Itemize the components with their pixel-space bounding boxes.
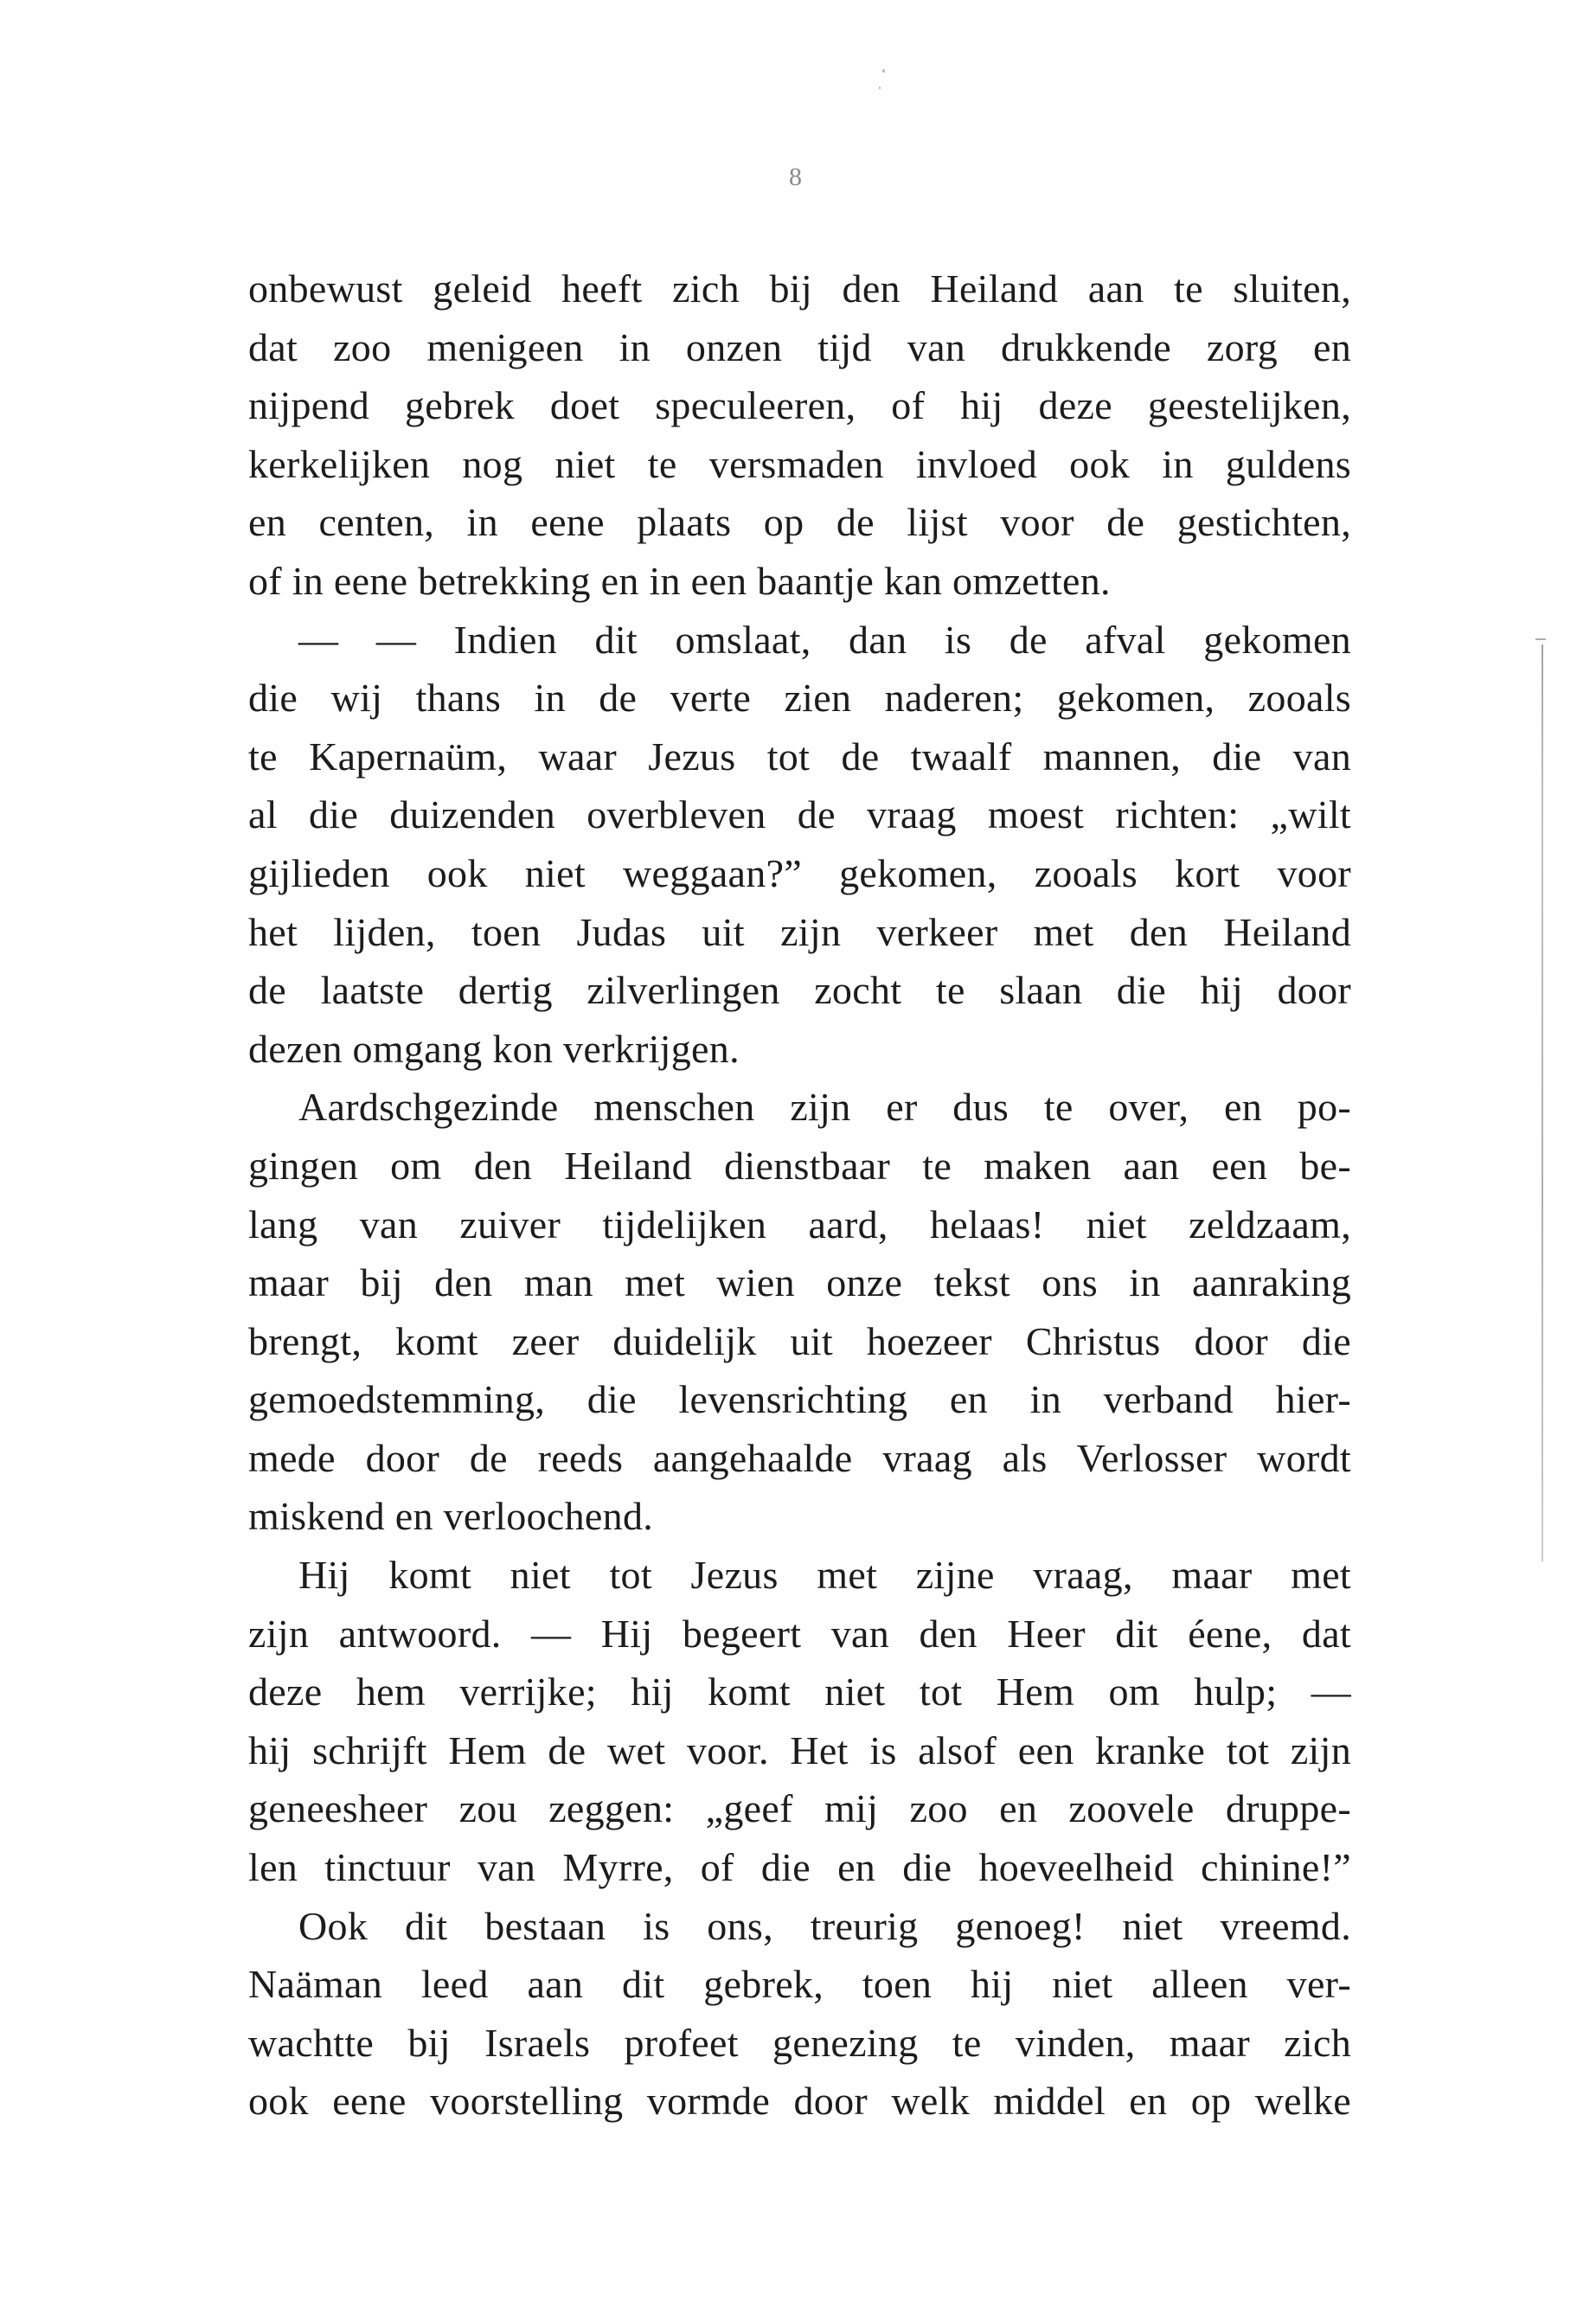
text-line: die wij thans in de verte zien naderen; gekomen, zooals <box>248 676 1351 721</box>
paper-speck <box>879 87 881 89</box>
text-line: hij schrijft Hem de wet voor. Het is alsof een kranke tot zijn <box>248 1727 1351 1772</box>
text-line: gemoedstemming, die levensrichting en in verband hier- <box>248 1377 1351 1422</box>
text-line: Aardschgezinde menschen zijn er dus te over, en po- <box>298 1085 1351 1130</box>
paper-speck <box>882 69 885 73</box>
text-line: miskend en verloochend. <box>248 1494 654 1539</box>
text-line: len tinctuur van Myrre, of die en die hoeveelheid chinine!” <box>248 1845 1351 1890</box>
text-line: maar bij den man met wien onze tekst ons in aanraking <box>248 1260 1351 1305</box>
text-line: mede door de reeds aangehaalde vraag als Verlosser wordt <box>248 1435 1351 1480</box>
text-line: Ook dit bestaan is ons, treurig genoeg! niet vreemd. <box>298 1903 1351 1948</box>
text-line: geneesheer zou zeggen: „geef mij zoo en zoovele druppe- <box>248 1786 1351 1831</box>
text-line: Naäman leed aan dit gebrek, toen hij niet alleen ver- <box>248 1962 1351 2007</box>
text-line: en centen, in eene plaats op de lijst voor de gestichten, <box>248 500 1351 545</box>
text-line: de laatste dertig zilverlingen zocht te slaan die hij door <box>248 968 1351 1013</box>
text-line: ook eene voorstelling vormde door welk middel en op welke <box>248 2079 1351 2124</box>
text-line: al die duizenden overbleven de vraag moest richten: „wilt <box>248 792 1351 837</box>
text-line: dat zoo menigeen in onzen tijd van drukkende zorg en <box>248 324 1351 369</box>
text-line: dezen omgang kon verkrijgen. <box>248 1026 740 1071</box>
text-line: gingen om den Heiland dienstbaar te maken aan een be- <box>248 1143 1351 1188</box>
margin-tick <box>1535 638 1546 640</box>
text-line: onbewust geleid heeft zich bij den Heiland aan te sluiten, <box>248 266 1351 311</box>
text-line: kerkelijken nog niet te versmaden invloed ook in guldens <box>248 441 1351 486</box>
text-line: brengt, komt zeer duidelijk uit hoezeer Christus door die <box>248 1318 1351 1363</box>
text-line: nijpend gebrek doet speculeeren, of hij deze geestelijken, <box>248 383 1351 428</box>
text-line: of in eene betrekking en in een baantje kan omzetten. <box>248 558 1111 603</box>
text-line: deze hem verrijke; hij komt niet tot Hem om hulp; — <box>248 1670 1351 1715</box>
text-line: zijn antwoord. — Hij begeert van den Heer dit éene, dat <box>248 1611 1351 1656</box>
text-line: wachtte bij Israels profeet genezing te vinden, maar zich <box>248 2020 1351 2065</box>
text-line: Hij komt niet tot Jezus met zijne vraag, maar met <box>298 1553 1351 1598</box>
body-text <box>248 260 1351 2131</box>
page-number: 8 <box>789 163 802 191</box>
text-line: gijlieden ook niet weggaan?” gekomen, zooals kort voor <box>248 850 1351 895</box>
text-line: lang van zuiver tijdelijken aard, helaas! niet zeldzaam, <box>248 1202 1351 1247</box>
text-line: het lijden, toen Judas uit zijn verkeer met den Heiland <box>248 909 1351 954</box>
text-line: — — Indien dit omslaat, dan is de afval gekomen <box>298 617 1351 662</box>
margin-rule <box>1542 644 1543 1561</box>
text-line: te Kapernaüm, waar Jezus tot de twaalf mannen, die van <box>248 734 1351 779</box>
